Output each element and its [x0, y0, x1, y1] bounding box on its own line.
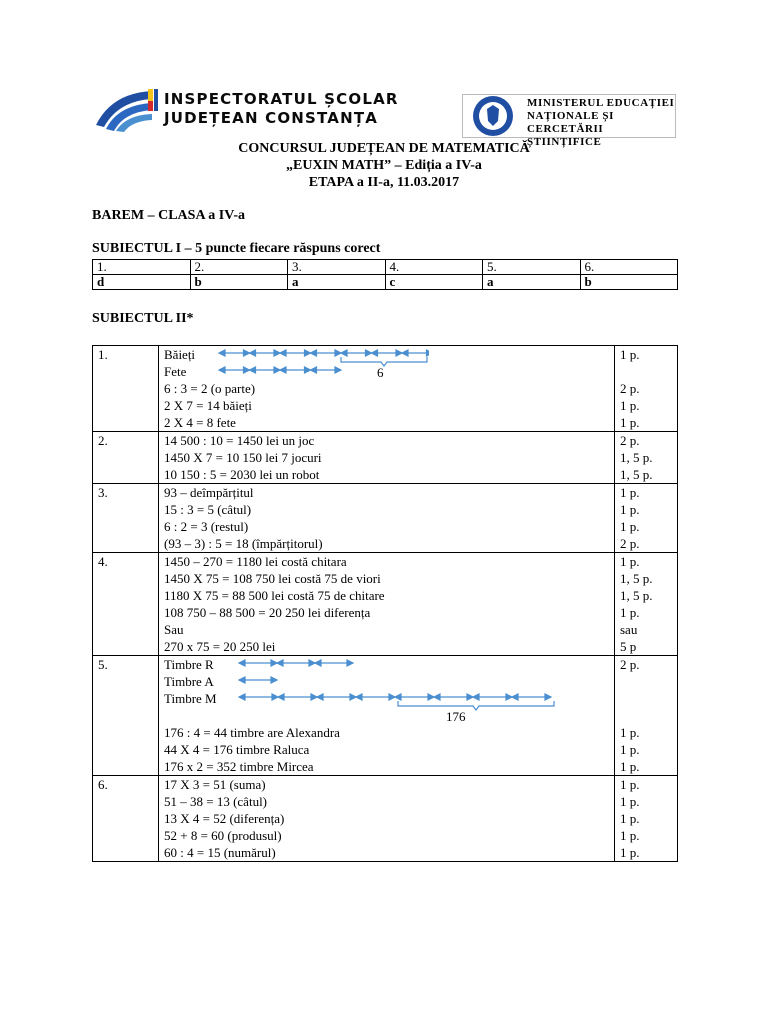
- diagram-label: 6: [377, 365, 384, 380]
- points-value: 1 p.: [620, 725, 640, 740]
- subiect1-number-row: [93, 260, 678, 275]
- segment-arrowhead: [402, 350, 408, 356]
- problem-row-4: [93, 553, 678, 656]
- solution-line: Timbre M: [164, 691, 217, 706]
- segment-arrowhead: [347, 660, 353, 666]
- points-value: 2 p.: [620, 433, 640, 448]
- problem-row-2: [93, 432, 678, 484]
- segment-arrowhead: [309, 660, 315, 666]
- contest-stage: ETAPA a II-a, 11.03.2017: [308, 175, 460, 190]
- subiect1-answer-row: [93, 275, 678, 290]
- problem-number: 3.: [93, 484, 159, 553]
- barem-heading: BAREM – CLASA a IV-a: [92, 208, 245, 223]
- solution-line: 2 X 4 = 8 fete: [164, 415, 236, 430]
- segment-arrowhead: [315, 660, 321, 666]
- isj-logo: [92, 85, 444, 133]
- solution-line: 2 X 7 = 14 băieți: [164, 398, 252, 413]
- solution-line: 52 + 8 = 60 (produsul): [164, 828, 282, 843]
- points-value: 2 p.: [620, 657, 640, 672]
- problem-row-5: [93, 656, 678, 776]
- government-seal-icon: [465, 95, 521, 137]
- segment-arrowhead: [250, 350, 256, 356]
- solution-line: Timbre A: [164, 674, 214, 689]
- answer-cell: b: [190, 275, 288, 290]
- points-value: 1, 5 p.: [620, 571, 653, 586]
- problem-solution: [159, 656, 615, 776]
- segment-arrowhead: [311, 350, 317, 356]
- problem-points: [615, 656, 678, 776]
- points-value: 1, 5 p.: [620, 450, 653, 465]
- segment-arrowhead: [271, 660, 277, 666]
- diagram-label: 176: [446, 709, 466, 724]
- solution-line: 93 – deîmpărțitul: [164, 485, 254, 500]
- problem-solution: [159, 484, 615, 553]
- points-value: 1 p.: [620, 828, 640, 843]
- problem-points: [615, 346, 678, 432]
- problem-solution: [159, 432, 615, 484]
- contest-title: CONCURSUL JUDEȚEAN DE MATEMATICĂ: [238, 141, 530, 156]
- points-value: 1 p.: [620, 845, 640, 860]
- points-value: 1 p.: [620, 554, 640, 569]
- solution-line: 13 X 4 = 52 (diferența): [164, 811, 285, 826]
- solution-line: 17 X 3 = 51 (suma): [164, 777, 266, 792]
- points-value: 1 p.: [620, 777, 640, 792]
- subiect2-heading: SUBIECTUL II*: [92, 311, 194, 326]
- points-value: 1 p.: [620, 502, 640, 517]
- ministry-line1: MINISTERUL EDUCAȚIEI: [527, 97, 675, 109]
- question-number: 2.: [190, 260, 288, 275]
- answer-cell: a: [288, 275, 386, 290]
- subiect2-table: [92, 345, 678, 862]
- solution-text: Băieți: [164, 347, 196, 362]
- problem-points: [615, 553, 678, 656]
- points-value: 1 p.: [620, 398, 640, 413]
- answer-cell: d: [93, 275, 191, 290]
- segment-arrowhead: [396, 350, 402, 356]
- segment-arrowhead: [244, 350, 250, 356]
- question-number: 4.: [385, 260, 483, 275]
- solution-line: Sau: [164, 622, 184, 637]
- solution-line: 1450 – 270 = 1180 lei costă chitara: [164, 554, 347, 569]
- problem-points: [615, 432, 678, 484]
- problem-solution: [159, 553, 615, 656]
- subiect1-table: [92, 259, 678, 290]
- points-value: 1, 5 p.: [620, 467, 653, 482]
- segment-arrowhead: [305, 350, 311, 356]
- isj-logo-line2: JUDEȚEAN CONSTANȚA: [164, 109, 379, 127]
- points-value: 1 p.: [620, 811, 640, 826]
- solution-line: 6 : 3 = 2 (o parte): [164, 381, 256, 396]
- subiect1-heading: SUBIECTUL I – 5 puncte fiecare răspuns corect: [92, 241, 381, 256]
- points-value: 2 p.: [620, 536, 640, 551]
- solution-line: 1450 X 75 = 108 750 lei costă 75 de viori: [164, 571, 381, 586]
- segment-arrowhead: [280, 350, 286, 356]
- ministry-line3: CERCETĂRII ȘTIINȚIFICE: [527, 123, 604, 148]
- solution-text: Timbre R: [164, 657, 214, 672]
- points-value: [620, 673, 672, 690]
- points-value: 1 p.: [620, 605, 640, 620]
- solution-line: 44 X 4 = 176 timbre Raluca: [164, 742, 310, 757]
- solution-line: [164, 363, 609, 380]
- ministry-logo: [462, 94, 676, 148]
- solution-line: 176 x 2 = 352 timbre Mircea: [164, 759, 314, 774]
- solution-line: 51 – 38 = 13 (câtul): [164, 794, 268, 809]
- isj-emblem-icon: [92, 85, 160, 133]
- question-number: 3.: [288, 260, 386, 275]
- problem-row-3: [93, 484, 678, 553]
- problem-number: 5.: [93, 656, 159, 776]
- segment-arrowhead: [274, 350, 280, 356]
- segment-arrowhead: [366, 350, 372, 356]
- solution-line: 270 x 75 = 20 250 lei: [164, 639, 276, 654]
- question-number: 5.: [483, 260, 581, 275]
- points-value: sau: [620, 622, 638, 637]
- solution-line: [164, 346, 609, 363]
- segment-arrowhead: [219, 350, 225, 356]
- problem-solution: [159, 776, 615, 862]
- solution-line: 1450 X 7 = 10 150 lei 7 jocuri: [164, 450, 322, 465]
- contest-edition: „EUXIN MATH” – Ediția a IV-a: [286, 158, 482, 173]
- solution-line: 14 500 : 10 = 1450 lei un joc: [164, 433, 315, 448]
- solution-line: [164, 656, 609, 673]
- solution-line: (93 – 3) : 5 = 18 (împărțitorul): [164, 536, 323, 551]
- segment-arrowhead: [335, 350, 341, 356]
- solution-line: 176 : 4 = 44 timbre are Alexandra: [164, 725, 340, 740]
- problem-number: 2.: [93, 432, 159, 484]
- solution-line: 108 750 – 88 500 = 20 250 lei diferența: [164, 605, 371, 620]
- answer-cell: c: [385, 275, 483, 290]
- solution-text: Fete: [164, 364, 187, 379]
- problem-number: 4.: [93, 553, 159, 656]
- solution-line: 6 : 2 = 3 (restul): [164, 519, 249, 534]
- question-number: 1.: [93, 260, 191, 275]
- points-value: [620, 363, 672, 380]
- points-value: [620, 690, 672, 707]
- solution-line: 10 150 : 5 = 2030 lei un robot: [164, 467, 320, 482]
- problem-solution: [159, 346, 615, 432]
- question-number: 6.: [580, 260, 678, 275]
- problem-row-6: [93, 776, 678, 862]
- solution-line: 15 : 3 = 5 (câtul): [164, 502, 252, 517]
- segment-arrowhead: [427, 350, 430, 356]
- solution-line: [164, 707, 609, 724]
- segment-arrowhead: [239, 660, 245, 666]
- ministry-line2: NAȚIONALE ȘI: [527, 110, 614, 122]
- problem-points: [615, 776, 678, 862]
- problem-row-1: [93, 346, 678, 432]
- points-value: 1, 5 p.: [620, 588, 653, 603]
- points-value: 5 p: [620, 639, 637, 654]
- solution-line: 1180 X 75 = 88 500 lei costă 75 de chitare: [164, 588, 385, 603]
- solution-line: 60 : 4 = 15 (numărul): [164, 845, 276, 860]
- points-value: 1 p.: [620, 485, 640, 500]
- segment-arrowhead: [277, 660, 283, 666]
- points-value: 1 p.: [620, 347, 640, 362]
- segment-arrowhead: [372, 350, 378, 356]
- isj-logo-line1: INSPECTORATUL ȘCOLAR: [164, 90, 399, 108]
- points-value: 1 p.: [620, 759, 640, 774]
- answer-cell: a: [483, 275, 581, 290]
- points-value: 1 p.: [620, 415, 640, 430]
- problem-points: [615, 484, 678, 553]
- answer-cell: b: [580, 275, 678, 290]
- points-value: 1 p.: [620, 794, 640, 809]
- segment-arrowhead: [341, 350, 347, 356]
- points-value: 2 p.: [620, 381, 640, 396]
- points-value: 1 p.: [620, 519, 640, 534]
- points-value: 1 p.: [620, 742, 640, 757]
- problem-number: 6.: [93, 776, 159, 862]
- points-value: [620, 707, 672, 724]
- problem-number: 1.: [93, 346, 159, 432]
